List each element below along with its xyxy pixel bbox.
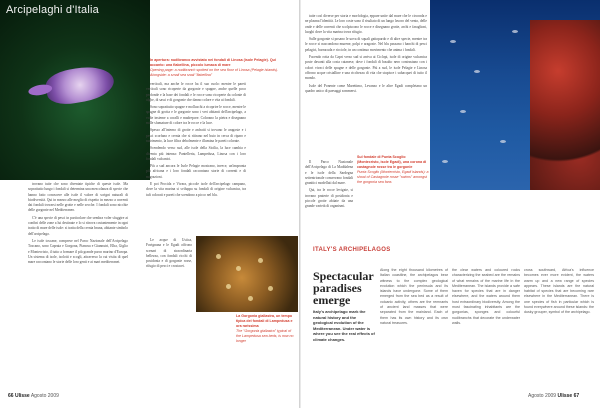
paragraph: Facendo rotta da Capri verso sud si arriva ai Ciclopi, isole di origine vulcanica poste davanti alla costa catanese, dove i fondali di basalto nero contrastano con i colori vivaci delle spugne e delle gorgonie. Più a sud, le isole Pelagie e Linosa offrono acque cristalline e una ricchezza di vita che stupisce i subacquei di tutto il mondo. [305,55,427,81]
caption-bottom-english: The "Gorgonia giallastra" typical of the Lampedusa sea beds, is now no longer [236,329,294,343]
english-column-3 [524,268,594,378]
polyp-dot [226,284,231,289]
fish [474,70,480,73]
paragraph: Isole del Ponente come Marettimo, Levanzo e le altre Egadi completano un quadro unico di paesaggi sommersi. [305,83,427,93]
caption-top-english: Opening page: a nudibranch spotted on the sea floor of Linosa (Pelagie islands). Alongside: a small sea snail "flabellina" [150,68,279,77]
photo-caption-right [357,155,429,185]
fish [500,140,506,143]
red-reef [530,20,600,190]
paragraph: E poi Procida e Vivara, piccole isole dell'arcipelago campano, dove la vita marina si sviluppa su fondali di origine vulcanica, tra tufi colorati e pareti che scendono a picco nel blu. [146,182,246,197]
issue-date-left: Agosto 2009 [30,393,59,399]
photo-caption-bottom [236,314,296,344]
polyp-dot [236,266,241,271]
left-page-column-2 [146,82,246,232]
fish [442,160,448,163]
paragraph: Sulle gorgonie si posano le uova di squali gattopardo e di altre specie, mentre tra le rocce si nascondono murene, polpi e aragoste. Nel blu passano i banchi di pesci pelagici, barracuda e ricciole, in un continuo movimento che anima i fondali. [305,37,427,52]
paragraph: trovano tutte che sono diventate tipiche di queste isole. Ma soprattutto lungo i fondali si determina una mescolanza di specie che hanno fatto conoscere alle isole il valore di scrigni naturali di biodiversità. Qui in mezzo alle meglio di rispetto in mezzo a correnti dai fondali trovarsi nelle grotte e nelle secche. I fondali sono nicchie delle gorgonie nel Mediterraneo. [28,182,128,213]
magazine-name-right: Ulisse [557,393,573,399]
english-paragraph: the clear waters and coloured rocks characterizing the seabed are the remains of what remains of the marine life in the Mediterranean. The islands provide a safe haven for species that are in danger elsewhere, and the waters around them host extraordinary biodiversity. Among the most fascinating inhabitants are the gorgonias, sponges and colourful nudibranchs that decorate the underwater walls. [452,268,520,325]
english-paragraph: cross southward, Africa's influence becomes ever more evident, the waters warm up and a new range of species appears. These islands are the natural habitat of species that are becoming rare elsewhere in the Mediterranean. There is one species of fish in particular which is found everywhere around these islands: the dusky grouper, symbol of the archipelago. [524,268,594,315]
issue-date-right: Agosto 2009 [528,393,557,399]
polyp-dot [268,286,273,291]
footer-right [528,393,579,399]
paragraph: Le isole toscane, comprese nel Parco Nazionale dell'Arcipelago Toscano, sono Capraia e Gorgona, Pianosa e Giannutri, Elba, Giglio e Montecristo, il tutto a formare il più grande parco marino d'Europa. Un sistema di isole, isolotti e scogli, attraverso la cui visita di quel mare raccontano le storie delle loro genti e ai mari mediterranei. [28,238,128,265]
left-page-column-1 [28,182,128,387]
left-page-column-3 [146,238,192,388]
fish [460,110,466,113]
footer-left [8,393,59,399]
right-page-column-1 [305,14,427,154]
paragraph: Più a sud ancora le Isole Pelagie mostrano, invece, un'impronta più africana e i loro fondali raccontano storie di correnti e di migrazioni. [146,164,246,179]
english-headline: Spectacular paradises emerge [313,269,374,307]
english-section-header: ITALY'S ARCHIPELAGOS [313,247,391,253]
paragraph: Qui, tra le rocce levigate, si trovano praterie di posidonia e piccole grotte abitate da una grande varietà di organismi. [305,188,353,209]
right-page-column-2 [305,160,353,240]
polyp-dot [248,296,253,301]
page-number-right: 67 [573,393,580,399]
paragraph: verticali, ma anche le rocce ha il suo ruolo: mentre le pareti verticali sono ricoperte da gorgonie e spugne, anche quelle poco profonde e la base dei fondali e le rocce sono ricoperte da colonie di alghe, di sassi e di gorgonie che danno colore e vita ai fondali. [146,82,246,102]
caption-top-italian: In apertura: nudibranco avvistato nei fondali di Linosa (isole Pelagie). Qui accanto: una flabellina, piccolo lumaca di mare [150,58,276,67]
gorgonia-photo [196,236,298,312]
paragraph: Sono soprattutto spugne e molluschi a ricoprire le rocce, mentre le spugne di grotta e le gorgonie sono i veri abitanti dell'arcipelago, a volte insieme a coralli e madrepore. Colorano la pietra e disegnano mille sfumature di colore tra le rocce e la luce. [146,105,246,126]
paragraph: Le acque di Ustica, Favignana e le Egadi offrono scenari di straordinaria bellezza, con fondali ricchi di posidonia e di gorgonie rosse, rifugio di pesci e crostacei. [146,238,192,269]
nudibranch-photo [0,0,150,180]
english-paragraph: Along the eight thousand kilometres of Italian coastline, the archipelagos bear witness to the complex geological evolution which the peninsula and its islands have undergone. Some of them emerged from the sea bed as a result of volcanic activity, others are the remnants of ancient land masses that were separated from the mainland. Each of them has its own history and its own natural treasures. [380,268,448,325]
english-column-1 [380,268,448,378]
photo-caption-top [150,58,280,78]
english-subhead: Italy's archipelago mark the natural history and the geological evolution of the Mediterranean. Under water is where you see the real effects of climate changes. [313,309,375,342]
reef-photo [430,0,600,190]
paragraph: C'è una specie di pesci in particolare che sembra voler sfuggire ai confini delle zone a lui destinate e lo si ritrova costantemente in ogni tratto di mare delle isole: si tratta della cernia bruna, abitante simbolo dell'arcipelago. [28,215,128,236]
paragraph: Spesso all'interno di grotte e anfratti si trovano le aragoste e i pesci scorfano e cernia che si ritirano nel buio in cerca di riparo e nutrimento, la luce filtra debolmente e illumina le pareti colorate. [146,128,246,143]
paragraph: Scendendo verso sud, alle isole della Sicilia, la luce cambia e diventa più intensa: Pantelleria, Lampedusa, Linosa con i loro fondali vulcanici. [146,146,246,161]
caption-right-italian: Sul fondale di Punta Scoglio (Montecristo, isole Egadi), una corona di castagnole rosse tra le gorgonie [357,155,427,169]
paragraph: tutte così diverse per storia e morfologia, eppure unite dal mare che le circonda e ne plasma l'identità. Le loro coste sono il risultato di un lungo lavoro del vento, delle onde e delle correnti che scolpiscono le rocce e disegnano grotte, archi e faraglioni, luoghi dove la vita marina trova rifugio. [305,14,427,34]
caption-right-english: Punta Scoglio (Montecristo, Egadi islands): a shoal of Castagnole rosse "swims" amongst the gorgonia sea fans [357,170,429,184]
polyp-dot [258,258,263,263]
nudibranch-image [44,62,117,107]
magazine-name-left: Ulisse [14,393,30,399]
fish [512,30,518,33]
english-column-2 [452,268,520,378]
page-gutter [299,0,301,408]
polyp-dot [216,254,221,259]
caption-bottom-italian: La Gorgonia giallastra, un tempo tipica dei fondali di Lampedusa e ora rarissima [236,314,293,328]
fish [450,40,456,43]
section-title: Arcipelaghi d'Italia [6,4,99,16]
page-number-left: 66 [8,393,14,399]
paragraph: Il Parco Nazionale dell'Arcipelago di La Maddalena e le isole della Sardegna settentrionale conservano fondali granitici modellati dal mare. [305,160,353,186]
